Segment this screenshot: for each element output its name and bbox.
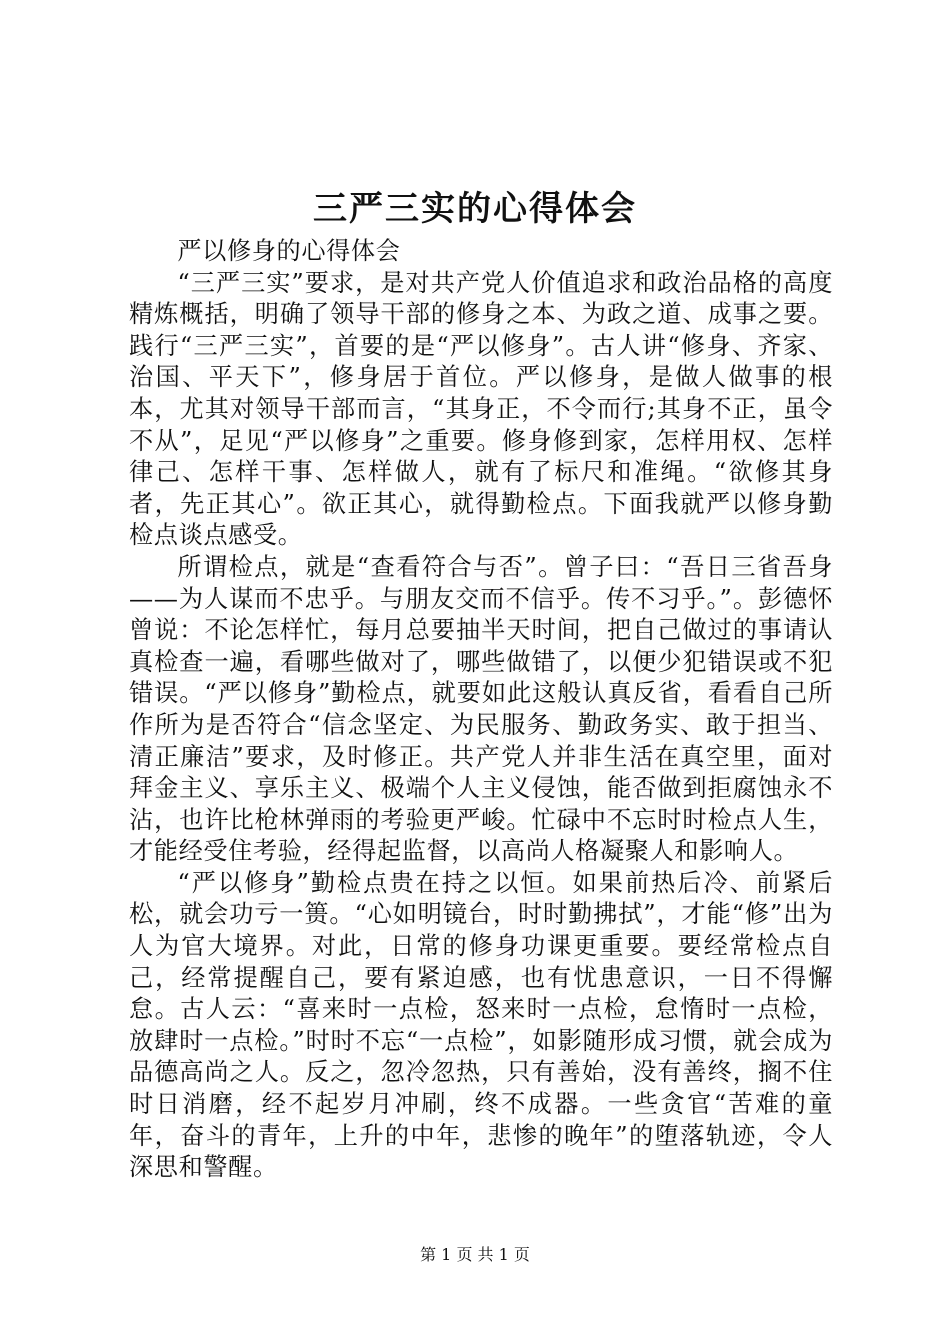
document-title: 三严三实的心得体会 bbox=[313, 189, 637, 229]
subtitle-paragraph: 严以修身的心得体会 bbox=[177, 237, 401, 265]
body-paragraph: “三严三实”要求，是对共产党人价值追求和政治品格的高度精炼概括，明确了领导干部的修身之本、为政之道、成事之要。践行“三严三实”，首要的是“严以修身”。古人讲“修身、齐家、治国、平天下”，修身居于首位。严以修身，是做人做事的根本，尤其对领导干部而言，“其身正，不令而行;其身不正，虽令不从”，足见“严以修身”之重要。修身修到家，怎样用权、怎样律己、怎样干事、怎样做人，就有了标尺和准绳。“欲修其身者，先正其心”。欲正其心，就得勤检点。下面我就严以修身勤检点谈点感受。 bbox=[129, 268, 833, 550]
body-paragraph: “严以修身”勤检点贵在持之以恒。如果前热后冷、前紧后松，就会功亏一篑。“心如明镜台，时时勤拂拭”，才能“修”出为人为官大境界。对此，日常的修身功课更重要。要经常检点自己，经常提醒自己，要有紧迫感，也有忧患意识，一日不得懈怠。古人云：“喜来时一点检，怒来时一点检，怠惰时一点检，放肆时一点检。”时时不忘“一点检”，如影随形成习惯，就会成为品德高尚之人。反之，忽冷忽热，只有善始，没有善终，搁不住时日消磨，经不起岁月冲刷，终不成器。一些贪官“苦难的童年，奋斗的青年，上升的中年，悲惨的晚年”的堕落轨迹，令人深思和警醒。 bbox=[129, 868, 833, 1182]
page-number: 第 1 页 共 1 页 bbox=[420, 1245, 530, 1264]
body-paragraph: 所谓检点，就是“查看符合与否”。曾子曰：“吾日三省吾身——为人谋而不忠乎。与朋友交而不信乎。传不习乎。”。彭德怀曾说：不论怎样忙，每月总要抽半天时间，把自己做过的事请认真检查一遍，看哪些做对了，哪些做错了，以便少犯错误或不犯错误。“严以修身”勤检点，就要如此这般认真反省，看看自己所作所为是否符合“信念坚定、为民服务、勤政务实、敢于担当、清正廉洁”要求，及时修正。共产党人并非生活在真空里，面对拜金主义、享乐主义、极端个人主义侵蚀，能否做到拒腐蚀永不沾，也许比枪林弹雨的考验更严峻。忙碌中不忘时时检点人生，才能经受住考验，经得起监督，以高尚人格凝聚人和影响人。 bbox=[129, 552, 833, 866]
document-body bbox=[129, 236, 833, 1184]
page-footer bbox=[0, 1243, 950, 1267]
